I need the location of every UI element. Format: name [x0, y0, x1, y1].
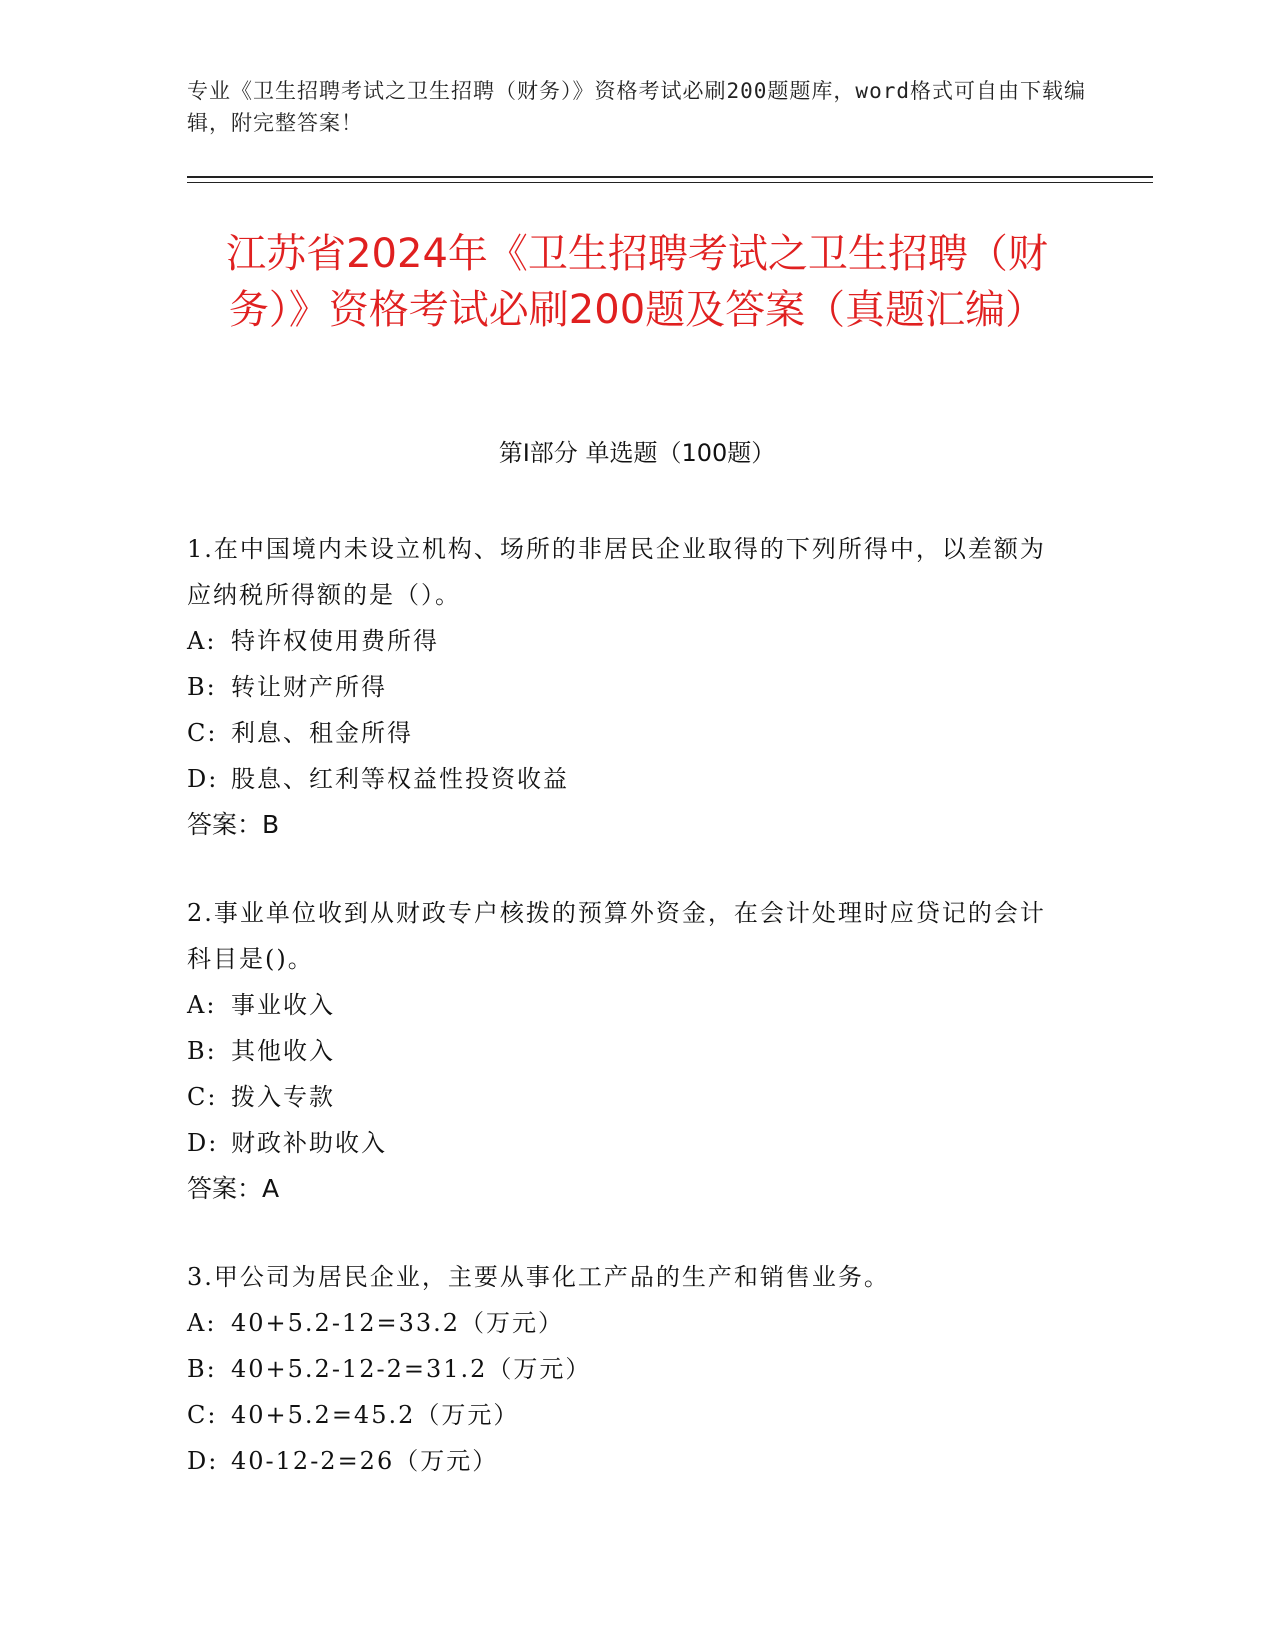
option-key: C:	[187, 719, 218, 747]
option-a	[187, 982, 1067, 1028]
option-text: 特许权使用费所得	[231, 627, 439, 655]
answer-line: 答案：A	[187, 1174, 280, 1203]
header-divider-thin	[187, 182, 1153, 183]
option-key: A:	[187, 627, 217, 655]
option-text: 事业收入	[231, 991, 335, 1019]
option-key: B:	[187, 1355, 217, 1383]
header-divider-thick	[187, 176, 1153, 178]
option-text: 拨入专款	[231, 1083, 335, 1111]
option-key: C:	[187, 1401, 218, 1429]
document-title: 江苏省2024年《卫生招聘考试之卫生招聘（财务）》资格考试必刷200题及答案（真题汇编）	[226, 231, 1048, 333]
option-text: 40+5.2-12=33.2（万元）	[231, 1309, 565, 1337]
question-1	[187, 526, 1067, 848]
option-b	[187, 1346, 1067, 1392]
option-key: C:	[187, 1083, 218, 1111]
option-text: 40-12-2=26（万元）	[231, 1447, 499, 1475]
option-text: 转让财产所得	[231, 673, 387, 701]
option-c	[187, 1392, 1067, 1438]
option-c	[187, 710, 1067, 756]
answer-line: 答案：B	[187, 810, 280, 839]
question-stem: 3.甲公司为居民企业，主要从事化工产品的生产和销售业务。	[187, 1263, 890, 1291]
option-key: D:	[187, 1129, 219, 1157]
option-c	[187, 1074, 1067, 1120]
option-text: 40+5.2-12-2=31.2（万元）	[231, 1355, 592, 1383]
option-d	[187, 1438, 1067, 1484]
option-key: B:	[187, 673, 217, 701]
option-key: B:	[187, 1037, 217, 1065]
option-text: 财政补助收入	[231, 1129, 387, 1157]
option-b	[187, 1028, 1067, 1074]
option-text: 股息、红利等权益性投资收益	[231, 765, 569, 793]
option-d	[187, 1120, 1067, 1166]
option-key: A:	[187, 1309, 217, 1337]
part-title: 第Ⅰ部分 单选题（100题）	[498, 439, 776, 467]
option-key: A:	[187, 991, 217, 1019]
header-note: 专业《卫生招聘考试之卫生招聘（财务）》资格考试必刷200题题库，word格式可自由下载编辑，附完整答案！	[187, 79, 1086, 135]
question-stem: 1.在中国境内未设立机构、场所的非居民企业取得的下列所得中，以差额为应纳税所得额的是（）。	[187, 535, 1046, 609]
option-a	[187, 618, 1067, 664]
option-key: D:	[187, 765, 219, 793]
question-2	[187, 890, 1067, 1212]
question-stem: 2.事业单位收到从财政专户核拨的预算外资金，在会计处理时应贷记的会计科目是()。	[187, 899, 1046, 973]
option-a	[187, 1300, 1067, 1346]
option-d	[187, 756, 1067, 802]
option-text: 利息、租金所得	[231, 719, 413, 747]
option-text: 其他收入	[231, 1037, 335, 1065]
option-key: D:	[187, 1447, 219, 1475]
question-3	[187, 1254, 1067, 1484]
option-text: 40+5.2=45.2（万元）	[231, 1401, 520, 1429]
option-b	[187, 664, 1067, 710]
